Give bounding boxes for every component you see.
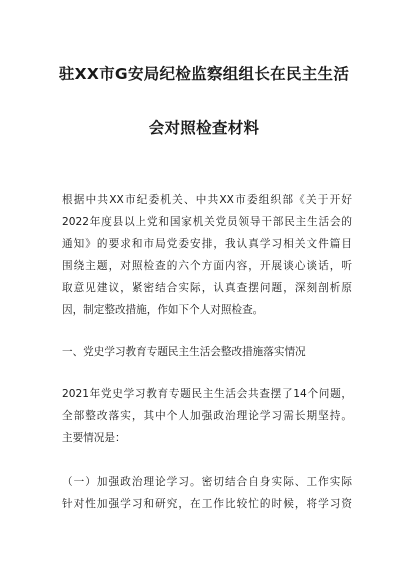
text-line: 全部整改落实，其中个人加强政治理论学习需长期坚持。 [62,410,352,422]
document-title-line-1: 驻XX市G安局纪检监察组组长在民主生活 [58,65,350,83]
document-title-line-2: 会对照检查材料 [148,119,260,137]
text-line: 2022年度县以上党和国家机关党员领导干部民主生活会的 [62,216,352,228]
text-line: 通知》的要求和市局党委安排，我认真学习相关文件篇目 [62,238,352,250]
text-line: 一、党史学习教育专题民主生活会整改措施落实情况 [62,346,306,358]
text-line: 主要情况是： [62,432,126,444]
text-line: 因，制定整改措施，作如下个人对照检查。 [62,304,264,316]
paragraph-theory-study [62,471,352,515]
text-line: 针对性加强学习和研究，在工作比较忙的时候，将学习资 [62,498,352,510]
paragraph-rectification-summary [62,383,352,449]
text-line: 2021年党史学习教育专题民主生活会共查摆了14个问题， [62,388,352,400]
text-line: （一）加强政治理论学习。密切结合自身实际、工作实际 [62,476,352,488]
text-line: 根据中共XX市纪委机关、中共XX市委组织部《关于开好 [62,194,352,206]
paragraph-intro [62,189,352,321]
section-heading-1 [62,341,352,363]
text-line: 取意见建议，紧密结合实际，认真查摆问题，深刻剖析原 [62,282,352,294]
text-line: 围绕主题，对照检查的六个方面内容，开展谈心谈话，听 [62,260,352,272]
